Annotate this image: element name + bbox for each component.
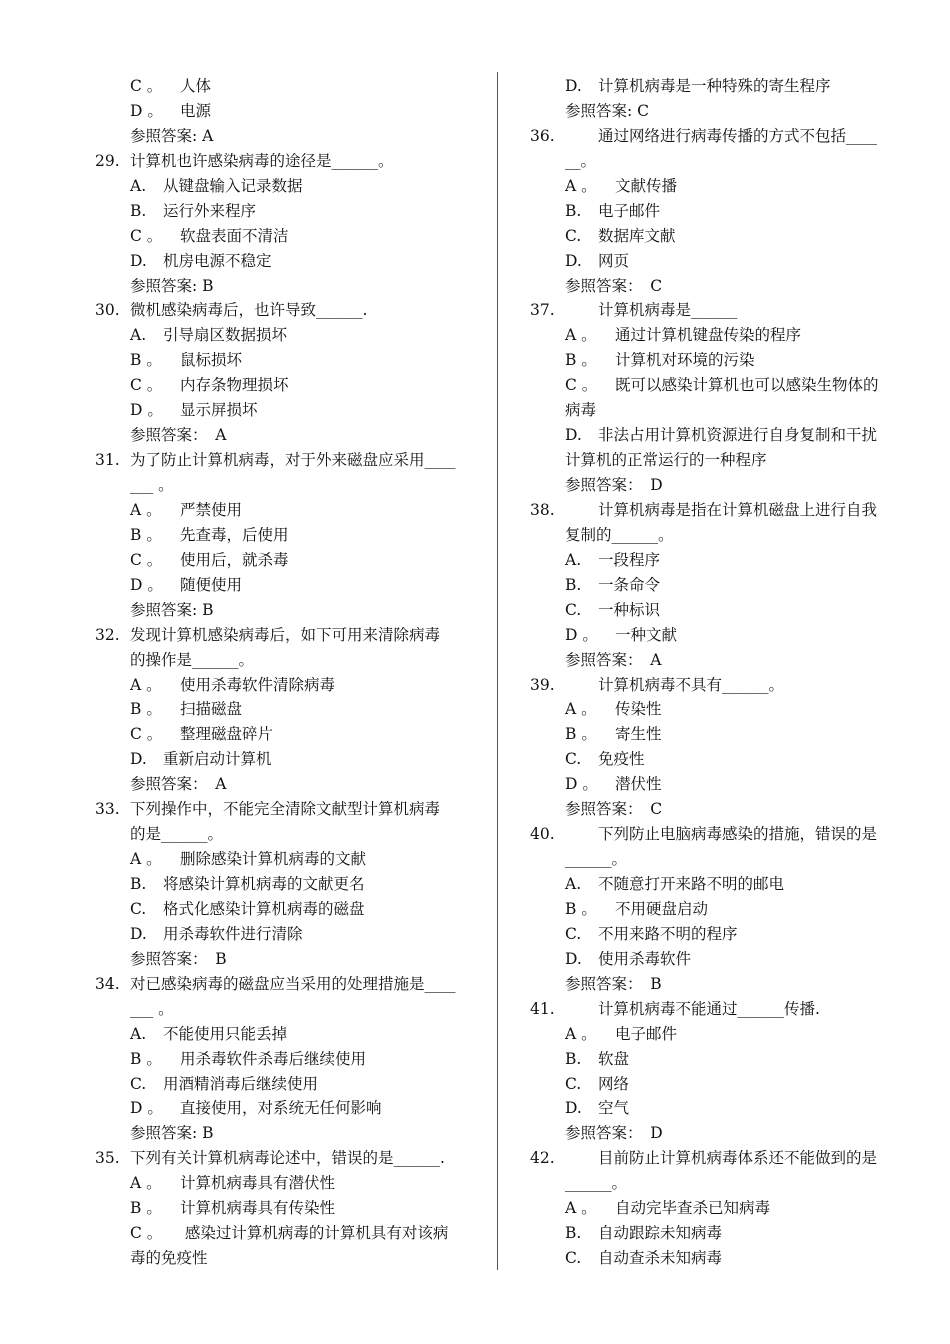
- question-line: [530, 124, 905, 149]
- option-text: 数据库文献: [598, 226, 676, 245]
- option-text: 文献传播: [615, 176, 678, 195]
- option-text: 鼠标损坏: [180, 351, 243, 370]
- option-line: [530, 1246, 905, 1271]
- question-text: 下列操作中，不能完全清除文献型计算机病毒: [130, 800, 441, 819]
- answer-line: [95, 124, 485, 149]
- option-line: [95, 74, 485, 99]
- option-line: [95, 523, 485, 548]
- option-line: [95, 174, 485, 199]
- option-text: 计算机病毒具有传染性: [180, 1199, 336, 1218]
- option-text: 人体: [180, 77, 212, 95]
- option-label: A 。: [130, 850, 162, 869]
- question-number: 35.: [95, 1149, 120, 1168]
- option-text: 潜伏性: [615, 775, 662, 794]
- continuation-line: [530, 149, 905, 174]
- option-line: [95, 1022, 485, 1047]
- option-label: C.: [565, 750, 582, 769]
- answer-text: 参照答案: B: [130, 276, 214, 295]
- question-number: 40.: [530, 825, 555, 844]
- question-text: 对已感染病毒的磁盘应当采用的处理措施是____: [130, 974, 456, 993]
- answer-line: [530, 274, 905, 299]
- option-text: 感染过计算机病毒的计算机具有对该病: [180, 1224, 449, 1243]
- option-text: 扫描磁盘: [180, 700, 243, 719]
- option-line: [95, 373, 485, 398]
- answer-text: 参照答案： D: [565, 476, 663, 494]
- option-label: A.: [130, 176, 147, 195]
- question-number: 32.: [95, 625, 120, 644]
- option-text: 传染性: [615, 700, 662, 719]
- question-line: [530, 673, 905, 698]
- option-text: 不随意打开来路不明的邮电: [598, 875, 785, 893]
- option-text: 免疫性: [598, 750, 645, 769]
- option-text: 非法占用计算机资源进行自身复制和干扰: [598, 426, 878, 445]
- option-text: 既可以感染计算机也可以感染生物体的: [615, 376, 879, 395]
- question-line: [530, 997, 905, 1022]
- left-column: [95, 74, 485, 1271]
- option-label: B 。: [130, 700, 162, 719]
- option-line: [95, 323, 485, 348]
- option-text: 计算机病毒具有潜伏性: [180, 1174, 336, 1193]
- option-label: C 。: [130, 550, 163, 569]
- option-text: 重新启动计算机: [163, 750, 272, 769]
- option-line: [530, 1072, 905, 1097]
- option-line: [530, 74, 905, 99]
- option-line: [530, 872, 905, 897]
- option-label: B 。: [565, 725, 597, 744]
- question-line: [530, 498, 905, 523]
- option-text: 自动跟踪未知病毒: [598, 1224, 723, 1243]
- option-text: 网络: [598, 1074, 630, 1093]
- option-line: [530, 697, 905, 722]
- option-line: [530, 373, 905, 398]
- option-label: A 。: [565, 326, 597, 345]
- option-text: 一种文献: [615, 625, 678, 644]
- question-text: 发现计算机感染病毒后，如下可用来清除病毒: [130, 625, 441, 644]
- answer-text: 参照答案： C: [565, 800, 663, 819]
- continuation-line: [530, 448, 905, 473]
- option-label: A 。: [565, 700, 597, 719]
- option-label: B 。: [565, 899, 597, 918]
- option-text: 不能使用只能丢掉: [163, 1024, 288, 1043]
- option-label: D.: [130, 251, 147, 270]
- option-label: C 。: [130, 1224, 163, 1243]
- question-line: [95, 149, 485, 174]
- option-text: 直接使用，对系统无任何影响: [180, 1099, 382, 1118]
- answer-line: [530, 648, 905, 673]
- option-text: 不用来路不明的程序: [598, 924, 738, 943]
- answer-text: 参照答案： D: [565, 1124, 663, 1143]
- option-line: [95, 498, 485, 523]
- option-label: D.: [565, 426, 582, 445]
- option-line: [530, 747, 905, 772]
- option-line: [95, 548, 485, 573]
- answer-line: [95, 423, 485, 448]
- option-label: C.: [565, 600, 582, 619]
- option-label: D.: [565, 1099, 582, 1118]
- answer-text: 参照答案： A: [565, 650, 662, 669]
- option-line: [530, 548, 905, 573]
- answer-line: [95, 274, 485, 299]
- option-label: D.: [130, 924, 147, 943]
- option-text: 寄生性: [615, 725, 662, 744]
- option-line: [530, 1022, 905, 1047]
- answer-line: [530, 797, 905, 822]
- option-text: 计算机对环境的污染: [615, 351, 755, 370]
- continuation-text: ______。: [565, 850, 628, 869]
- continuation-line: [95, 822, 485, 847]
- option-line: [530, 348, 905, 373]
- continuation-text: 的操作是______。: [130, 650, 255, 669]
- question-line: [530, 1146, 905, 1171]
- answer-text: 参照答案： B: [565, 974, 662, 993]
- answer-line: [95, 1121, 485, 1146]
- option-line: [95, 1221, 485, 1246]
- question-number: 36.: [530, 126, 555, 145]
- question-text: 下列有关计算机病毒论述中，错误的是______.: [130, 1149, 445, 1168]
- option-text: 删除感染计算机病毒的文献: [180, 850, 367, 869]
- question-text: 计算机病毒不能通过______传播.: [598, 999, 820, 1018]
- option-line: [530, 722, 905, 747]
- answer-line: [95, 772, 485, 797]
- option-text: 随便使用: [180, 575, 243, 594]
- continuation-text: __。: [565, 151, 597, 170]
- option-text: 空气: [598, 1099, 630, 1118]
- question-number: 34.: [95, 974, 120, 993]
- option-line: [95, 573, 485, 598]
- question-line: [95, 298, 485, 323]
- continuation-line: [95, 997, 485, 1022]
- option-line: [95, 249, 485, 274]
- continuation-text: 病毒: [565, 401, 597, 420]
- option-label: B 。: [130, 1049, 162, 1068]
- option-label: C 。: [130, 376, 163, 395]
- option-label: C 。: [565, 376, 598, 395]
- option-label: C.: [565, 1249, 582, 1268]
- continuation-line: [530, 1171, 905, 1196]
- question-line: [530, 298, 905, 323]
- option-label: B.: [565, 575, 582, 594]
- answer-text: 参照答案： A: [130, 775, 227, 794]
- option-text: 将感染计算机病毒的文献更名: [163, 875, 365, 893]
- question-number: 37.: [530, 301, 555, 320]
- option-label: D 。: [130, 401, 163, 420]
- option-line: [95, 673, 485, 698]
- option-label: C 。: [130, 226, 163, 245]
- option-text: 整理磁盘碎片: [180, 725, 274, 744]
- answer-text: 参照答案: B: [130, 1124, 214, 1143]
- option-label: C.: [565, 1074, 582, 1093]
- option-text: 使用后，就杀毒: [180, 550, 289, 569]
- question-text: 通过网络进行病毒传播的方式不包括____: [598, 126, 878, 145]
- answer-line: [95, 598, 485, 623]
- right-column: [530, 74, 905, 1271]
- option-text: 机房电源不稳定: [163, 251, 272, 270]
- option-line: [95, 1072, 485, 1097]
- question-number: 31.: [95, 451, 120, 470]
- option-line: [530, 423, 905, 448]
- answer-text: 参照答案： B: [130, 949, 227, 968]
- option-line: [530, 623, 905, 648]
- option-text: 使用杀毒软件清除病毒: [180, 675, 336, 694]
- question-line: [95, 972, 485, 997]
- option-label: D 。: [130, 575, 163, 594]
- continuation-line: [530, 398, 905, 423]
- option-label: B 。: [130, 1199, 162, 1218]
- question-text: 微机感染病毒后，也许导致______.: [130, 301, 368, 320]
- option-label: D.: [130, 750, 147, 769]
- option-line: [530, 1221, 905, 1246]
- question-text: 计算机病毒是______: [598, 301, 738, 320]
- option-label: D.: [565, 949, 582, 968]
- column-divider: [497, 72, 498, 1270]
- option-label: C.: [130, 899, 147, 918]
- option-text: 显示屏损坏: [180, 401, 258, 420]
- option-text: 软盘: [598, 1049, 630, 1068]
- option-text: 软盘表面不清洁: [180, 226, 289, 245]
- option-label: B.: [130, 875, 147, 893]
- continuation-text: 毒的免疫性: [130, 1249, 208, 1268]
- answer-line: [95, 947, 485, 972]
- option-text: 用杀毒软件杀毒后继续使用: [180, 1049, 367, 1068]
- question-line: [95, 623, 485, 648]
- option-text: 电子邮件: [615, 1024, 678, 1043]
- continuation-text: 计算机的正常运行的一种程序: [565, 451, 767, 470]
- option-text: 运行外来程序: [163, 201, 257, 220]
- option-text: 自动完毕查杀已知病毒: [615, 1199, 771, 1218]
- continuation-line: [95, 473, 485, 498]
- option-label: A.: [565, 550, 582, 569]
- option-label: A 。: [130, 500, 162, 519]
- option-label: B.: [565, 1224, 582, 1243]
- option-label: A 。: [130, 675, 162, 694]
- option-label: A 。: [130, 1174, 162, 1193]
- option-label: A.: [130, 1024, 147, 1043]
- option-text: 通过计算机键盘传染的程序: [615, 326, 802, 345]
- continuation-text: 复制的______。: [565, 525, 674, 544]
- option-label: D.: [565, 251, 582, 270]
- option-label: C.: [565, 226, 582, 245]
- question-number: 39.: [530, 675, 555, 694]
- answer-text: 参照答案： A: [130, 426, 227, 445]
- continuation-text: ___ 。: [130, 476, 174, 494]
- continuation-line: [530, 523, 905, 548]
- question-number: 42.: [530, 1149, 555, 1168]
- option-line: [530, 772, 905, 797]
- option-line: [95, 722, 485, 747]
- option-text: 一条命令: [598, 575, 661, 594]
- option-text: 格式化感染计算机病毒的磁盘: [163, 899, 365, 918]
- question-text: 计算机病毒是指在计算机磁盘上进行自我: [598, 500, 878, 519]
- option-line: [95, 1047, 485, 1072]
- answer-line: [530, 972, 905, 997]
- option-label: C 。: [130, 725, 163, 744]
- answer-text: 参照答案: C: [565, 101, 650, 120]
- question-number: 29.: [95, 151, 120, 170]
- option-text: 用酒精消毒后继续使用: [163, 1074, 319, 1093]
- option-line: [95, 697, 485, 722]
- option-text: 不用硬盘启动: [615, 899, 709, 918]
- question-text: 目前防止计算机病毒体系还不能做到的是: [598, 1149, 878, 1168]
- option-line: [95, 99, 485, 124]
- question-line: [95, 1146, 485, 1171]
- option-text: 内存条物理损坏: [180, 376, 289, 395]
- option-line: [530, 249, 905, 274]
- answer-text: 参照答案: A: [130, 126, 214, 145]
- option-text: 计算机病毒是一种特殊的寄生程序: [598, 77, 831, 95]
- option-line: [95, 872, 485, 897]
- option-line: [95, 398, 485, 423]
- option-line: [530, 922, 905, 947]
- option-text: 严禁使用: [180, 500, 243, 519]
- answer-text: 参照答案： C: [565, 276, 663, 295]
- option-line: [95, 897, 485, 922]
- question-line: [95, 797, 485, 822]
- question-text: 为了防止计算机病毒，对于外来磁盘应采用____: [130, 451, 456, 470]
- answer-line: [530, 1121, 905, 1146]
- question-number: 38.: [530, 500, 555, 519]
- option-text: 用杀毒软件进行清除: [163, 924, 303, 943]
- option-label: B.: [130, 201, 147, 220]
- option-line: [530, 1096, 905, 1121]
- question-text: 计算机病毒不具有______。: [598, 675, 785, 694]
- option-label: B 。: [130, 525, 162, 544]
- option-label: D 。: [565, 775, 598, 794]
- option-text: 引导扇区数据损坏: [163, 326, 288, 345]
- option-line: [95, 1096, 485, 1121]
- option-line: [95, 348, 485, 373]
- option-label: D 。: [130, 1099, 163, 1118]
- option-label: A.: [130, 326, 147, 345]
- continuation-text: ______。: [565, 1174, 628, 1193]
- option-text: 电源: [180, 101, 212, 120]
- option-line: [530, 224, 905, 249]
- continuation-line: [95, 1246, 485, 1271]
- answer-line: [530, 99, 905, 124]
- option-line: [530, 199, 905, 224]
- option-line: [95, 747, 485, 772]
- option-label: A 。: [565, 1024, 597, 1043]
- option-line: [530, 323, 905, 348]
- question-text: 下列防止电脑病毒感染的措施，错误的是: [598, 825, 878, 844]
- option-line: [95, 847, 485, 872]
- question-number: 30.: [95, 301, 120, 320]
- option-text: 使用杀毒软件: [598, 949, 692, 968]
- option-text: 从键盘输入记录数据: [163, 176, 303, 195]
- question-line: [95, 448, 485, 473]
- option-text: 电子邮件: [598, 201, 661, 220]
- option-label: D.: [565, 77, 582, 95]
- option-text: 先查毒，后使用: [180, 525, 289, 544]
- option-label: B 。: [565, 351, 597, 370]
- option-line: [95, 1171, 485, 1196]
- continuation-text: ___ 。: [130, 999, 174, 1018]
- question-number: 33.: [95, 800, 120, 819]
- option-text: 一种标识: [598, 600, 661, 619]
- option-label: D 。: [565, 625, 598, 644]
- option-label: A 。: [565, 1199, 597, 1218]
- continuation-line: [95, 648, 485, 673]
- option-line: [530, 573, 905, 598]
- option-label: B.: [565, 201, 582, 220]
- option-label: B.: [565, 1049, 582, 1068]
- option-label: A.: [565, 875, 582, 893]
- option-label: C.: [565, 924, 582, 943]
- option-label: A 。: [565, 176, 597, 195]
- continuation-text: 的是______。: [130, 825, 224, 844]
- option-line: [95, 922, 485, 947]
- option-label: C.: [130, 1074, 147, 1093]
- option-label: D 。: [130, 101, 163, 120]
- option-line: [95, 1196, 485, 1221]
- question-text: 计算机也许感染病毒的途径是______。: [130, 151, 394, 170]
- option-line: [95, 199, 485, 224]
- option-line: [530, 1196, 905, 1221]
- continuation-line: [530, 847, 905, 872]
- answer-line: [530, 473, 905, 498]
- option-text: 网页: [598, 251, 630, 270]
- option-label: C 。: [130, 77, 163, 95]
- question-number: 41.: [530, 999, 555, 1018]
- option-text: 一段程序: [598, 550, 661, 569]
- option-line: [95, 224, 485, 249]
- option-label: B 。: [130, 351, 162, 370]
- option-line: [530, 598, 905, 623]
- option-line: [530, 1047, 905, 1072]
- option-line: [530, 947, 905, 972]
- option-line: [530, 897, 905, 922]
- answer-text: 参照答案: B: [130, 600, 214, 619]
- question-line: [530, 822, 905, 847]
- option-text: 自动查杀未知病毒: [598, 1249, 723, 1268]
- option-line: [530, 174, 905, 199]
